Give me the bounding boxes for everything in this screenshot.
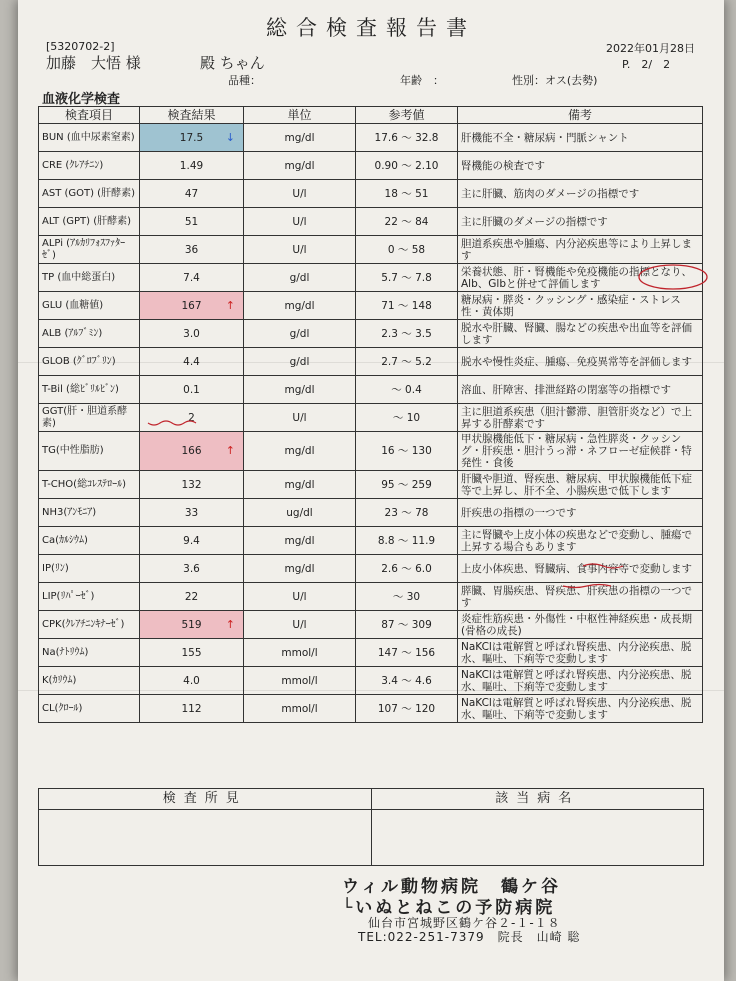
- remark: 脱水や肝臓、腎臓、腸などの疾患や出血等を評価します: [458, 320, 703, 348]
- record-id: [5320702-2]: [46, 40, 115, 53]
- reference-range: 16 ～ 130: [356, 432, 458, 471]
- header-item: 検査項目: [39, 107, 140, 124]
- unit: U/l: [244, 236, 356, 264]
- reference-range: 147 ～ 156: [356, 639, 458, 667]
- result-value: [140, 208, 244, 236]
- reference-range: 18 ～ 51: [356, 180, 458, 208]
- result-value: [140, 180, 244, 208]
- test-name: ALT (GPT) (肝酵素): [39, 208, 140, 236]
- diagnosis-label: 該当病名: [372, 789, 704, 810]
- unit: g/dl: [244, 264, 356, 292]
- header-reference: 参考値: [356, 107, 458, 124]
- result-value: [140, 499, 244, 527]
- table-row: [39, 152, 703, 180]
- result-number: 519: [181, 618, 202, 631]
- clinic-subname: └いぬとねこの予防病院: [342, 898, 556, 918]
- result-number: 166: [181, 445, 202, 457]
- unit: mg/dl: [244, 432, 356, 471]
- remark: 主に胆道系疾患（胆汁鬱滞、胆管肝炎など）で上昇する肝酵素です: [458, 404, 703, 432]
- result-value: [140, 527, 244, 555]
- unit: mg/dl: [244, 376, 356, 404]
- table-row: [39, 667, 703, 695]
- table-row: [39, 555, 703, 583]
- remark: 甲状腺機能低下・糖尿病・急性膵炎・クッシング・肝疾患・胆汁うっ滞・ネフローゼ症候群・特発性・食後: [458, 432, 703, 471]
- reference-range: 107 ～ 120: [356, 695, 458, 723]
- result-value: [140, 292, 244, 320]
- report-title: 総合検査報告書: [266, 16, 476, 40]
- unit: mg/dl: [244, 555, 356, 583]
- remark: 膵臓、胃腸疾患、腎疾患、肝疾患の指標の一つです: [458, 583, 703, 611]
- table-row: [39, 264, 703, 292]
- arrow-up-icon: ↑: [225, 617, 235, 631]
- arrow-down-icon: ↓: [225, 130, 235, 144]
- unit: U/l: [244, 180, 356, 208]
- clinic-phone: TEL:022-251-7379 院長 山崎 聡: [358, 930, 581, 944]
- unit: U/l: [244, 583, 356, 611]
- remark: NaKClは電解質と呼ばれ腎疾患、内分泌疾患、脱水、嘔吐、下痢等で変動します: [458, 639, 703, 667]
- remark: NaKClは電解質と呼ばれ腎疾患、内分泌疾患、脱水、嘔吐、下痢等で変動します: [458, 695, 703, 723]
- test-name: Na(ﾅﾄﾘｳﾑ): [39, 639, 140, 667]
- unit: mg/dl: [244, 124, 356, 152]
- unit: mg/dl: [244, 527, 356, 555]
- test-name: IP(ﾘﾝ): [39, 555, 140, 583]
- result-value: [140, 611, 244, 639]
- reference-range: ～ 0.4: [356, 376, 458, 404]
- clinic-name: ウィル動物病院 鶴ケ谷: [342, 877, 561, 897]
- remark: 炎症性筋疾患・外傷性・中枢性神経疾患・成長期(骨格の成長): [458, 611, 703, 639]
- result-number: 0.1: [183, 383, 200, 396]
- header-remarks: 備考: [458, 107, 703, 124]
- owner-name: 加藤 大悟 様: [46, 54, 141, 72]
- result-value: [140, 667, 244, 695]
- test-name: GLOB (ｸﾞﾛﾌﾞﾘﾝ): [39, 348, 140, 376]
- table-row: [39, 471, 703, 499]
- remark: 脱水や慢性炎症、腫瘍、免疫異常等を評価します: [458, 348, 703, 376]
- test-name: TG(中性脂肪): [39, 432, 140, 471]
- reference-range: 0 ～ 58: [356, 236, 458, 264]
- reference-range: 71 ～ 148: [356, 292, 458, 320]
- result-value: [140, 124, 244, 152]
- test-name: CRE (ｸﾚｱﾁﾆﾝ): [39, 152, 140, 180]
- result-number: 7.4: [183, 271, 200, 284]
- reference-range: 23 ～ 78: [356, 499, 458, 527]
- header-result: 検査結果: [140, 107, 244, 124]
- unit: U/l: [244, 208, 356, 236]
- test-name: GGT(肝・胆道系酵素): [39, 404, 140, 432]
- sex-label: 性別：オス(去勢): [512, 74, 598, 87]
- reference-range: 95 ～ 259: [356, 471, 458, 499]
- remark: 主に肝臓のダメージの指標です: [458, 208, 703, 236]
- test-name: CL(ｸﾛｰﾙ): [39, 695, 140, 723]
- arrow-up-icon: ↑: [225, 298, 235, 312]
- result-number: 51: [184, 215, 199, 228]
- reference-range: 2.3 ～ 3.5: [356, 320, 458, 348]
- reference-range: 87 ～ 309: [356, 611, 458, 639]
- result-value: [140, 376, 244, 404]
- result-number: 17.5: [179, 131, 204, 144]
- remark: 主に腎臓や上皮小体の疾患などで変動し、腫瘍で上昇する場合もあります: [458, 527, 703, 555]
- breed-label: 品種：: [228, 74, 261, 87]
- unit: g/dl: [244, 320, 356, 348]
- table-row: [39, 208, 703, 236]
- findings-section: [38, 788, 704, 866]
- test-name: GLU (血糖値): [39, 292, 140, 320]
- reference-range: ～ 10: [356, 404, 458, 432]
- result-value: [140, 695, 244, 723]
- test-name: T-CHO(総ｺﾚｽﾃﾛｰﾙ): [39, 471, 140, 499]
- table-row: [39, 236, 703, 264]
- unit: U/l: [244, 611, 356, 639]
- diagnosis-box: [371, 789, 704, 865]
- result-value: [140, 432, 244, 471]
- table-row: [39, 695, 703, 723]
- table-row: [39, 348, 703, 376]
- remark: 肝臓や胆道、腎疾患、糖尿病、甲状腺機能低下症等で上昇し、肝不全、小腸疾患で低下します: [458, 471, 703, 499]
- remark: 栄養状態、肝・腎機能や免疫機能の指標となり、Alb、Glbと併せて評価します: [458, 264, 703, 292]
- test-name: ALPi (ｱﾙｶﾘﾌｫｽﾌｧﾀｰｾﾞ): [39, 236, 140, 264]
- result-number: 36: [184, 243, 199, 256]
- result-value: [140, 320, 244, 348]
- table-row: [39, 499, 703, 527]
- table-row: [39, 320, 703, 348]
- result-value: [140, 152, 244, 180]
- unit: U/l: [244, 404, 356, 432]
- result-number: 47: [184, 187, 199, 200]
- test-name: ALB (ｱﾙﾌﾞﾐﾝ): [39, 320, 140, 348]
- remark: 溶血、肝障害、排泄経路の閉塞等の指標です: [458, 376, 703, 404]
- table-row: [39, 180, 703, 208]
- table-row: [39, 639, 703, 667]
- unit: g/dl: [244, 348, 356, 376]
- reference-range: 22 ～ 84: [356, 208, 458, 236]
- exam-findings-label: 検査所見: [39, 789, 371, 810]
- result-number: 1.49: [179, 159, 204, 172]
- table-row: [39, 376, 703, 404]
- unit: mmol/l: [244, 667, 356, 695]
- result-number: 22: [184, 590, 199, 603]
- test-name: TP (血中総蛋白): [39, 264, 140, 292]
- table-row: [39, 583, 703, 611]
- result-number: 155: [181, 646, 202, 659]
- result-value: [140, 555, 244, 583]
- report-paper: [18, 0, 724, 981]
- remark: 主に肝臓、筋肉のダメージの指標です: [458, 180, 703, 208]
- unit: mg/dl: [244, 471, 356, 499]
- result-value: [140, 348, 244, 376]
- clinic-address: 仙台市宮城野区鶴ケ谷２-１-１８: [368, 916, 561, 930]
- result-value: [140, 471, 244, 499]
- result-number: 167: [181, 299, 202, 312]
- result-value: [140, 639, 244, 667]
- test-name: LIP(ﾘﾊﾟｰｾﾞ): [39, 583, 140, 611]
- result-number: 2: [188, 411, 195, 424]
- unit: mg/dl: [244, 152, 356, 180]
- test-name: NH3(ｱﾝﾓﾆｱ): [39, 499, 140, 527]
- test-name: K(ｶﾘｳﾑ): [39, 667, 140, 695]
- section-title: 血液化学検査: [42, 92, 121, 107]
- table-row: [39, 292, 703, 320]
- reference-range: ～ 30: [356, 583, 458, 611]
- result-value: [140, 264, 244, 292]
- lab-results-table: [38, 106, 703, 723]
- result-value: [140, 236, 244, 264]
- test-name: T-Bil (総ﾋﾞﾘﾙﾋﾞﾝ): [39, 376, 140, 404]
- arrow-up-icon: ↑: [225, 444, 235, 457]
- result-value: [140, 583, 244, 611]
- unit: mmol/l: [244, 639, 356, 667]
- remark: NaKClは電解質と呼ばれ腎疾患、内分泌疾患、脱水、嘔吐、下痢等で変動します: [458, 667, 703, 695]
- reference-range: 2.7 ～ 5.2: [356, 348, 458, 376]
- pet-name: 殿 ちゃん: [200, 54, 265, 72]
- result-number: 33: [184, 506, 199, 519]
- table-row: [39, 527, 703, 555]
- reference-range: 17.6 ～ 32.8: [356, 124, 458, 152]
- table-header-row: [39, 107, 703, 124]
- result-number: 4.4: [183, 355, 200, 368]
- age-label: 年齢 ：: [400, 74, 444, 87]
- result-value: [140, 404, 244, 432]
- result-number: 3.6: [183, 562, 200, 575]
- unit: mmol/l: [244, 695, 356, 723]
- report-date: 2022年01月28日: [606, 42, 695, 55]
- reference-range: 8.8 ～ 11.9: [356, 527, 458, 555]
- reference-range: 3.4 ～ 4.6: [356, 667, 458, 695]
- header-unit: 単位: [244, 107, 356, 124]
- remark: 胆道系疾患や腫瘍、内分泌疾患等により上昇します: [458, 236, 703, 264]
- result-number: 132: [181, 478, 202, 491]
- remark: 上皮小体疾患、腎臓病、食事内容等で変動します: [458, 555, 703, 583]
- test-name: CPK(ｸﾚｱﾁﾆﾝｷﾅｰｾﾞ): [39, 611, 140, 639]
- reference-range: 5.7 ～ 7.8: [356, 264, 458, 292]
- reference-range: 2.6 ～ 6.0: [356, 555, 458, 583]
- remark: 肝疾患の指標の一つです: [458, 499, 703, 527]
- table-row: [39, 611, 703, 639]
- remark: 腎機能の検査です: [458, 152, 703, 180]
- table-row: [39, 124, 703, 152]
- result-number: 4.0: [183, 674, 200, 687]
- table-row: [39, 404, 703, 432]
- reference-range: 0.90 ～ 2.10: [356, 152, 458, 180]
- unit: ug/dl: [244, 499, 356, 527]
- page-number: P. 2/ 2: [622, 58, 671, 71]
- test-name: AST (GOT) (肝酵素): [39, 180, 140, 208]
- remark: 肝機能不全・糖尿病・門脈シャント: [458, 124, 703, 152]
- unit: mg/dl: [244, 292, 356, 320]
- remark: 糖尿病・膵炎・クッシング・感染症・ストレス性・黄体期: [458, 292, 703, 320]
- result-number: 112: [181, 702, 202, 715]
- result-number: 9.4: [183, 534, 200, 547]
- test-name: Ca(ｶﾙｼｳﾑ): [39, 527, 140, 555]
- table-row: [39, 432, 703, 471]
- exam-findings-box: [39, 789, 371, 865]
- test-name: BUN (血中尿素窒素): [39, 124, 140, 152]
- result-number: 3.0: [183, 327, 200, 340]
